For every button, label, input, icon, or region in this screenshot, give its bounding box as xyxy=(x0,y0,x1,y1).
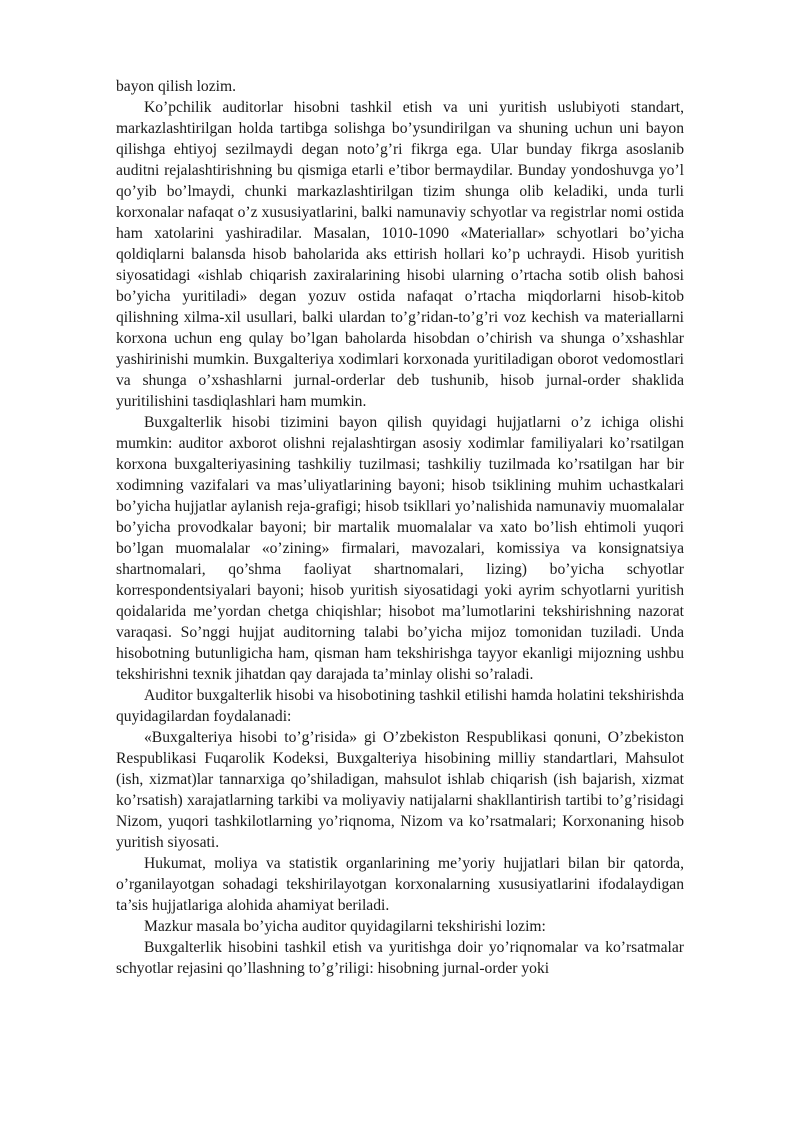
paragraph-auditor-should-check: Mazkur masala bo’yicha auditor quyidagilarni tekshirishi lozim: xyxy=(144,918,546,935)
paragraph-government-documents: Hukumat, moliya va statistik organlarining me’yoriy hujjatlari bilan bir qatorda, o’rganilayotgan sohadagi tekshirilayotgan korxonalarning xususiyatlarini ifodalaydigan ta’sis hujjatlariga alohida ahamiyat beriladi. xyxy=(116,855,684,914)
paragraph-accounting-system-documents: Buxgalterlik hisobi tizimini bayon qilish quyidagi hujjatlarni o’z ichiga olishi mumkin: auditor axborot olishni rejalashtirgan asosiy xodimlar familiyalari ko’rsatilgan korxona buxgalteriyasining tashkiliy tuzilmasi; tashkiliy tuzilmada ko’rsatilgan har bir xodimning vazifalari va mas’uliyatlarining bayoni; hisob tsiklining muhim uchastkalari bo’yicha hujjatlar aylanish reja-grafigi; hisob tsikllari yo’nalishida namunaviy muomalalar bo’yicha provodkalar bayoni; bir martalik muomalalar va xato bo’lish ehtimoli yuqori bo’lgan muomalalar «o’zining» firmalari, mavozalari, komissiya va konsignatsiya shartnomalari, qo’shma faoliyat shartnomalari, lizing) bo’yicha schyotlar korrespondentsiyalari bayoni; hisob yuritish siyosatidagi yoki ayrim schyotlarni yuritish qoidalarida me’yordan chetga chiqishlar; hisobot ma’lumotlarini tekshirishning nazorat varaqasi. So’nggi hujjat auditorning talabi bo’yicha mijoz tomonidan tuziladi. Unda hisobotning butunligicha ham, qisman ham tekshirishga tayyor ekanligi mijozning ushbu tekshirishni texnik jihatdan qay darajada ta’minlay olishi so’raladi. xyxy=(116,414,684,683)
paragraph-continuation: bayon qilish lozim. xyxy=(116,78,236,95)
paragraph-auditors-opinion: Ko’pchilik auditorlar hisobni tashkil etish va uni yuritish uslubiyoti standart, markazlashtirilgan holda tartibga solishga bo’ysundirilgan va shuning uchun uni bayon qilishga ehtiyoj sezilmaydi degan noto’g’ri fikrga ega. Ular bunday fikrga asoslanib auditni rejalashtirishning bu qismiga etarli e’tibor bermaydilar. Bunday yondoshuvga yo’l qo’yib bo’lmaydi, chunki markazlashtirilgan tizim shunga olib keladiki, unda turli korxonalar nafaqat o’z xususiyatlarini, balki namunaviy schyotlar va registrlar nomi ostida ham xatolarini yashiradilar. Masalan, 1010-1090 «Materiallar» schyotlari bo’yicha qoldiqlarni balansda hisob baholarida aks ettirish hollari ko’p uchraydi. Hisob yuritish siyosatidagi «ishlab chiqarish zaxiralarining hisobi ularning o’rtacha sotib olish bahosi bo’yicha yuritiladi» degan yozuv ostida nafaqat o’rtacha miqdorlarni hisob-kitob qilishning xilma-xil usullari, balki ulardan to’g’ridan-to’g’ri voz kechish va materiallarni korxona uchun eng qulay bo’lgan baholarda hisobdan o’chirish va shunga o’xshashlar yashirinishi mumkin. Buxgalteriya xodimlari korxonada yuritiladigan oborot vedomostlari va shunga o’xshashlarni jurnal-orderlar deb tushunib, hisob jurnal-order shaklida yuritilishini tasdiqlashlari ham mumkin. xyxy=(116,99,684,410)
paragraph-auditor-uses: Auditor buxgalterlik hisobi va hisobotining tashkil etilishi hamda holatini tekshirishda quyidagilardan foydalanadi: xyxy=(116,687,684,725)
paragraph-instructions-check: Buxgalterlik hisobini tashkil etish va yuritishga doir yo’riqnomalar va ko’rsatmalar schyotlar rejasini qo’llashning to’g’riligi: hisobning jurnal-order yoki xyxy=(116,939,684,977)
paragraph-legal-sources: «Buxgalteriya hisobi to’g’risida» gi O’zbekiston Respublikasi qonuni, O’zbekiston Respublikasi Fuqarolik Kodeksi, Buxgalteriya hisobining milliy standartlari, Mahsulot (ish, xizmat)lar tannarxiga qo’shiladigan, mahsulot ishlab chiqarish (ish bajarish, xizmat ko’rsatish) xarajatlarning tarkibi va moliyaviy natijalarni shakllantirish tartibi to’g’risidagi Nizom, yuqori tashkilotlarning yo’riqnoma, Nizom va ko’rsatmalari; Korxonaning hisob yuritish siyosati. xyxy=(116,729,684,851)
document-page xyxy=(116,76,684,979)
